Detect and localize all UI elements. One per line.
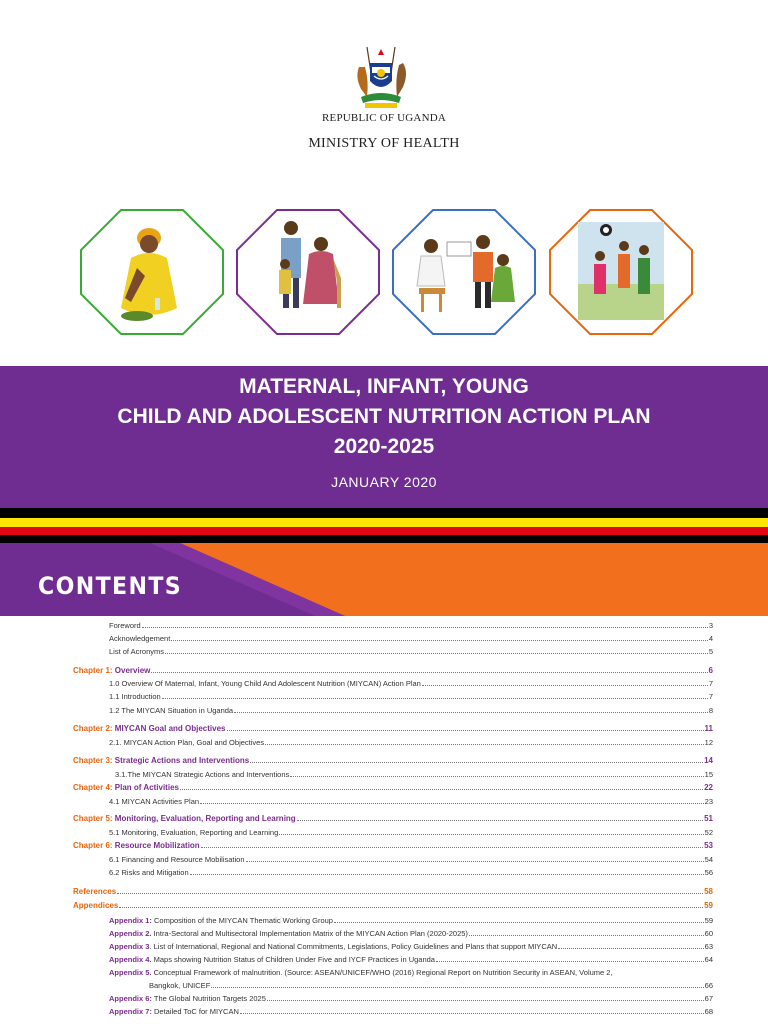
toc-leader-dots [234,712,708,713]
toc-entry-label [109,994,266,1003]
toc-page-number: 23 [704,797,713,806]
appendix-title: Composition of the MIYCAN Thematic Working Group [151,916,333,925]
toc-entry[interactable] [115,767,713,779]
toc-leader-dots [201,847,703,848]
mother-eating-illustration [79,208,225,336]
flag-stripe-black-2 [0,535,768,543]
toc-page-number: 68 [704,1007,713,1016]
toc-entry[interactable] [109,991,713,1003]
appendix-number: Appendix 6: [109,994,152,1003]
toc-leader-dots [240,1013,704,1014]
toc-leader-dots [279,834,703,835]
toc-entry-label: List of Acronyms [109,647,165,656]
chapter-title: Monitoring, Evaluation, Reporting and Learning [114,814,296,823]
uganda-coat-of-arms-icon [351,45,411,110]
appendix-number: Appendix 4. [109,955,152,964]
chapter-title: Overview [114,666,151,675]
family-care-illustration [235,208,381,336]
chapter-title: MIYCAN Goal and Objectives [114,724,226,733]
toc-entry-label [73,814,296,823]
toc-leader-dots [117,893,703,894]
toc-leader-dots [246,861,704,862]
toc-entry-label: 4.1 MIYCAN Activities Plan [109,797,200,806]
toc-entry[interactable] [109,926,713,938]
toc-page-number: 7 [708,679,713,688]
chapter-title: Strategic Actions and Interventions [114,756,250,765]
toc-page-number: 4 [708,634,713,643]
appendix-number: Appendix 2. [109,929,152,938]
toc-page-number: 14 [704,756,713,765]
toc-leader-dots [250,762,703,763]
toc-page-number: 6 [708,666,713,675]
toc-page-number: 64 [704,955,713,964]
toc-page-number: 12 [704,738,713,747]
toc-leader-dots [200,803,704,804]
toc-entry[interactable] [109,952,713,964]
flag-stripe-black [0,508,768,518]
republic-label: REPUBLIC OF UGANDA [322,112,446,124]
appendix-title: Conceptual Framework of malnutrition. (Source: ASEAN/UNICEF/WHO (2016) Regional Report on Nutrition Security in ASEAN, Volume 2, [151,968,613,977]
toc-leader-dots [142,627,708,628]
title-line-3: 2020-2025 [333,435,435,458]
toc-entry[interactable] [109,703,713,715]
appendix-number: Appendix 7: [109,1007,152,1016]
publication-date: JANUARY 2020 [331,474,437,490]
toc-entry[interactable] [73,663,713,675]
toc-leader-dots [151,672,707,673]
appendix-title: . List of International, Regional and National Commitments, Legislations, Policy Guidelines and Plans that support MIYCAN [149,942,558,951]
toc-page-number: 8 [708,706,713,715]
toc-page-number: 56 [704,868,713,877]
toc-page-number: 7 [708,692,713,701]
toc-page-number: 3 [708,621,713,630]
toc-page-number: 11 [704,724,713,733]
toc-entry[interactable] [109,852,713,864]
chapter-prefix: Chapter 2: [73,724,115,733]
toc-page-number: 52 [704,828,713,837]
toc-entry[interactable] [73,780,713,792]
toc-entry-label [109,955,435,964]
appendix-number: Appendix 1: [109,916,152,925]
toc-entry-label: References [73,887,117,896]
toc-entry-label [73,783,179,792]
toc-entry-label [109,1007,239,1016]
toc-entry[interactable] [109,865,713,877]
toc-leader-dots [165,653,708,654]
toc-entry[interactable] [109,825,713,837]
toc-page-number: 15 [704,770,713,779]
toc-entry-label [109,916,333,925]
chapter-prefix: Chapter 6: [73,841,115,850]
toc-entry[interactable] [109,913,713,925]
toc-entry[interactable] [73,753,713,765]
toc-entry-label: 1.0 Overview Of Maternal, Infant, Young Child And Adolescent Nutrition (MIYCAN) Action Plan [109,679,421,688]
toc-page-number: 59 [704,901,713,910]
toc-entry[interactable] [73,898,713,910]
toc-leader-dots [436,961,704,962]
toc-leader-dots [265,744,704,745]
toc-entry-label [73,666,150,675]
toc-entry[interactable] [109,1004,713,1016]
flag-stripe-yellow [0,518,768,527]
toc-entry[interactable] [109,965,713,977]
title-banner [0,366,768,508]
toc-entry[interactable] [109,631,713,643]
toc-page-number: 22 [704,783,713,792]
toc-page-number: 66 [704,981,713,990]
toc-entry[interactable] [109,794,713,806]
chapter-prefix: Chapter 1: [73,666,115,675]
toc-entry-label [109,929,468,938]
chapter-prefix: Chapter 5: [73,814,115,823]
toc-entry[interactable] [73,721,713,733]
toc-entry[interactable] [109,618,713,630]
chapter-prefix: Chapter 3: [73,756,115,765]
toc-page-number: 51 [704,814,713,823]
toc-leader-dots [180,789,703,790]
toc-leader-dots [190,874,704,875]
toc-entry-label: Acknowledgement [109,634,171,643]
toc-leader-dots [334,922,704,923]
toc-leader-dots [422,685,708,686]
toc-leader-dots [297,820,703,821]
appendix-title: Detailed ToC for MIYCAN [151,1007,239,1016]
toc-entry-label: 3.1.The MIYCAN Strategic Actions and Interventions [115,770,290,779]
ministry-label: MINISTRY OF HEALTH [308,136,460,151]
appendix-title: The Global Nutrition Targets 2025 [151,994,266,1003]
toc-entry-label [73,841,200,850]
toc-entry-label [73,756,249,765]
toc-entry[interactable] [109,689,713,701]
appendix-title: Intra-Sectoral and Multisectoral Implementation Matrix of the MIYCAN Action Plan (2020-2025) [151,929,468,938]
toc-entry-label: 1.1 Introduction [109,692,161,701]
toc-entry-label: Appendices [73,901,119,910]
toc-entry-label: Bangkok, UNICEF [149,981,211,990]
toc-leader-dots [171,640,708,641]
toc-entry[interactable] [109,644,713,656]
toc-entry[interactable] [109,735,713,747]
title-line-2: CHILD AND ADOLESCENT NUTRITION ACTION PLAN [117,405,651,428]
chapter-title: Resource Mobilization [114,841,200,850]
toc-page-number: 60 [704,929,713,938]
toc-page-number: 53 [704,841,713,850]
toc-page-number: 58 [704,887,713,896]
toc-leader-dots [227,730,704,731]
appendix-number: Appendix 3 [109,942,150,951]
toc-page-number: 67 [704,994,713,1003]
toc-entry-label: 6.1 Financing and Resource Mobilisation [109,855,245,864]
toc-entry-label: Foreword [109,621,141,630]
toc-leader-dots [119,907,703,908]
toc-entry[interactable] [149,978,713,990]
toc-entry-label [109,942,557,951]
appendix-title: Maps showing Nutrition Status of Children Under Five and IYCF Practices in Uganda [151,955,435,964]
contents-heading: CONTENTS [38,572,183,600]
chapter-title: Plan of Activities [114,783,179,792]
toc-leader-dots [211,987,703,988]
adolescents-playing-illustration [548,208,694,336]
toc-entry-label: 1.2 The MIYCAN Situation in Uganda [109,706,234,715]
toc-leader-dots [469,935,704,936]
toc-leader-dots [267,1000,704,1001]
toc-entry-label: 5.1 Monitoring, Evaluation, Reporting and Learning [109,828,279,837]
toc-leader-dots [162,698,708,699]
toc-entry-label [109,968,613,977]
toc-entry-label [73,724,226,733]
toc-entry-label: 2.1. MIYCAN Action Plan, Goal and Objectives [109,738,265,747]
health-worker-illustration [391,208,537,336]
toc-entry[interactable] [73,811,713,823]
toc-entry-label: 6.2 Risks and Mitigation [109,868,189,877]
toc-entry[interactable] [73,838,713,850]
toc-page-number: 63 [704,942,713,951]
toc-leader-dots [558,948,704,949]
toc-page-number: 54 [704,855,713,864]
toc-page-number: 5 [708,647,713,656]
toc-entry[interactable] [109,939,713,951]
toc-entry[interactable] [109,676,713,688]
toc-entry[interactable] [73,884,713,896]
appendix-number: Appendix 5. [109,968,152,977]
title-line-1: MATERNAL, INFANT, YOUNG [239,375,529,398]
toc-leader-dots [290,776,703,777]
toc-page-number: 59 [704,916,713,925]
flag-stripe-red [0,527,768,535]
cover-header [0,0,768,365]
chapter-prefix: Chapter 4: [73,783,115,792]
